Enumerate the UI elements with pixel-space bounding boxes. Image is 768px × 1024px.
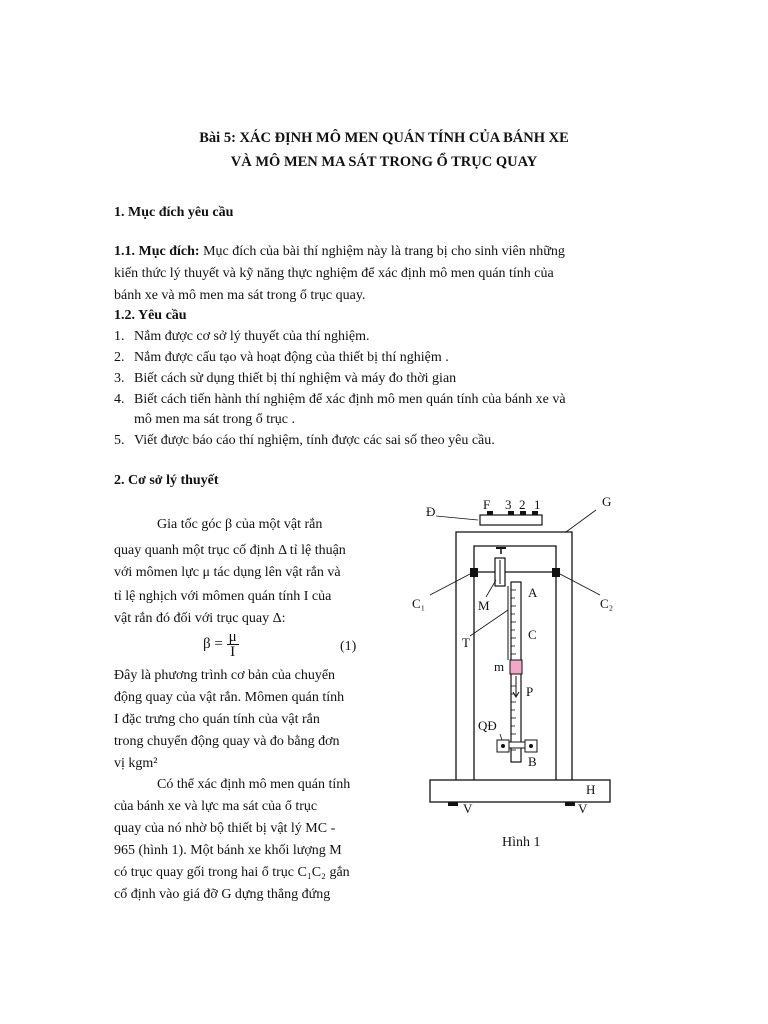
label-3: 3 bbox=[505, 497, 512, 512]
requirement-item bbox=[114, 329, 369, 345]
label-qd: QĐ bbox=[478, 718, 497, 733]
base-h bbox=[430, 780, 610, 802]
requirement-item bbox=[114, 433, 495, 449]
label-1: 1 bbox=[534, 497, 541, 512]
requirement-num: 4. bbox=[114, 392, 125, 407]
requirement-item bbox=[114, 392, 566, 408]
figure-caption: Hình 1 bbox=[502, 835, 541, 850]
para1-line: Gia tốc góc β của một vật rắn bbox=[157, 517, 323, 532]
equation-numerator: μ bbox=[228, 629, 237, 645]
label-t: T bbox=[462, 635, 470, 650]
requirement-text: Nắm được cơ sở lý thuyết của thí nghiệm. bbox=[134, 329, 370, 344]
equation-number: (1) bbox=[340, 639, 357, 654]
purpose-line-1 bbox=[114, 244, 654, 260]
requirement-text: mô men ma sát trong ổ trục . bbox=[134, 412, 295, 427]
section-1-heading: 1. Mục đích yêu cầu bbox=[114, 205, 234, 220]
para2-line: Đây là phương trình cơ bản của chuyển bbox=[114, 668, 336, 683]
bearing-c1 bbox=[470, 568, 478, 577]
label-v1: V bbox=[463, 801, 473, 816]
requirement-num: 3. bbox=[114, 371, 125, 386]
para3-line: của bánh xe và lực ma sát của ổ trục bbox=[114, 799, 318, 814]
top-plate bbox=[480, 515, 542, 525]
para3-line: quay của nó nhờ bộ thiết bị vật lý MC - bbox=[114, 821, 336, 836]
requirement-item bbox=[114, 350, 449, 366]
mass-m bbox=[510, 660, 522, 674]
requirement-text: Nắm được cấu tạo và hoạt động của thiết bị thí nghiệm . bbox=[134, 350, 449, 365]
para2-line: trong chuyển động quay và đo bằng đơn bbox=[114, 734, 340, 749]
foot-v1 bbox=[448, 802, 458, 806]
equation-1 bbox=[203, 630, 239, 659]
requirement-item bbox=[114, 412, 295, 428]
para2-line: I đặc trưng cho quán tính của vật rắn bbox=[114, 712, 320, 727]
para3-line: có trục quay gối trong hai ổ trục C₁C₂ gắn bbox=[114, 865, 350, 880]
title-line-1: Bài 5: XÁC ĐỊNH MÔ MEN QUÁN TÍNH CỦA BÁNH XE bbox=[199, 130, 569, 146]
section-2-heading: 2. Cơ sở lý thuyết bbox=[114, 473, 219, 488]
para3-line: 965 (hình 1). Một bánh xe khối lượng M bbox=[114, 843, 342, 858]
label-m-mass: m bbox=[494, 659, 505, 674]
equation-denominator: I bbox=[230, 644, 236, 660]
requirement-text: Biết cách tiến hành thí nghiệm để xác định mô men quán tính của bánh xe và bbox=[134, 392, 566, 407]
label-c: C bbox=[528, 627, 537, 642]
requirement-num: 1. bbox=[114, 329, 125, 344]
label-f: F bbox=[483, 497, 491, 512]
requirement-text: Biết cách sử dụng thiết bị thí nghiệm và máy đo thời gian bbox=[134, 371, 457, 386]
requirement-item bbox=[114, 371, 456, 387]
label-v2: V bbox=[578, 801, 588, 816]
para2-line: động quay của vật rắn. Mômen quán tính bbox=[114, 690, 345, 705]
label-c1: C₁ bbox=[412, 596, 426, 611]
figure-1-apparatus bbox=[400, 490, 640, 870]
label-h: H bbox=[586, 782, 596, 797]
para3-line: cố định vào giá đỡ G dựng thẳng đứng bbox=[114, 887, 331, 902]
purpose-text-1: Mục đích của bài thí nghiệm này là trang bị cho sinh viên những bbox=[203, 244, 565, 259]
purpose-line-2: kiến thức lý thuyết và kỹ năng thực nghiệm để xác định mô men quán tính của bbox=[114, 266, 554, 281]
purpose-label: 1.1. Mục đích: bbox=[114, 244, 200, 259]
equation-fraction bbox=[227, 630, 239, 659]
equation-lhs: β = bbox=[203, 636, 223, 652]
para2-line: vị kgm² bbox=[114, 756, 158, 771]
bearing-c2 bbox=[552, 568, 560, 577]
label-a: A bbox=[528, 585, 538, 600]
foot-v2 bbox=[565, 802, 575, 806]
label-2: 2 bbox=[519, 497, 526, 512]
requirement-text: Viết được báo cáo thí nghiệm, tính được các sai số theo yêu cầu. bbox=[134, 433, 495, 448]
para1-line: tỉ lệ nghịch với mômen quán tính I của bbox=[114, 589, 332, 604]
para1-line: với mômen lực μ tác dụng lên vật rắn và bbox=[114, 565, 341, 580]
label-p: P bbox=[526, 684, 534, 699]
requirement-num: 5. bbox=[114, 433, 125, 448]
label-d: Đ bbox=[426, 504, 436, 519]
para1-line: vật rắn đó đối với trục quay Δ: bbox=[114, 611, 286, 626]
para1-line: quay quanh một trục cố định Δ tỉ lệ thuận bbox=[114, 543, 346, 558]
label-b: B bbox=[528, 754, 537, 769]
label-m-wheel: M bbox=[478, 598, 490, 613]
requirements-heading: 1.2. Yêu cầu bbox=[114, 308, 187, 323]
requirement-num: 2. bbox=[114, 350, 125, 365]
purpose-line-3: bánh xe và mô men ma sát trong ổ trục quay. bbox=[114, 288, 366, 303]
label-g: G bbox=[602, 494, 612, 509]
title-line-2: VÀ MÔ MEN MA SÁT TRONG Ổ TRỤC QUAY bbox=[230, 154, 538, 170]
label-c2: C₂ bbox=[600, 596, 614, 611]
para3-line: Có thể xác định mô men quán tính bbox=[157, 777, 351, 792]
